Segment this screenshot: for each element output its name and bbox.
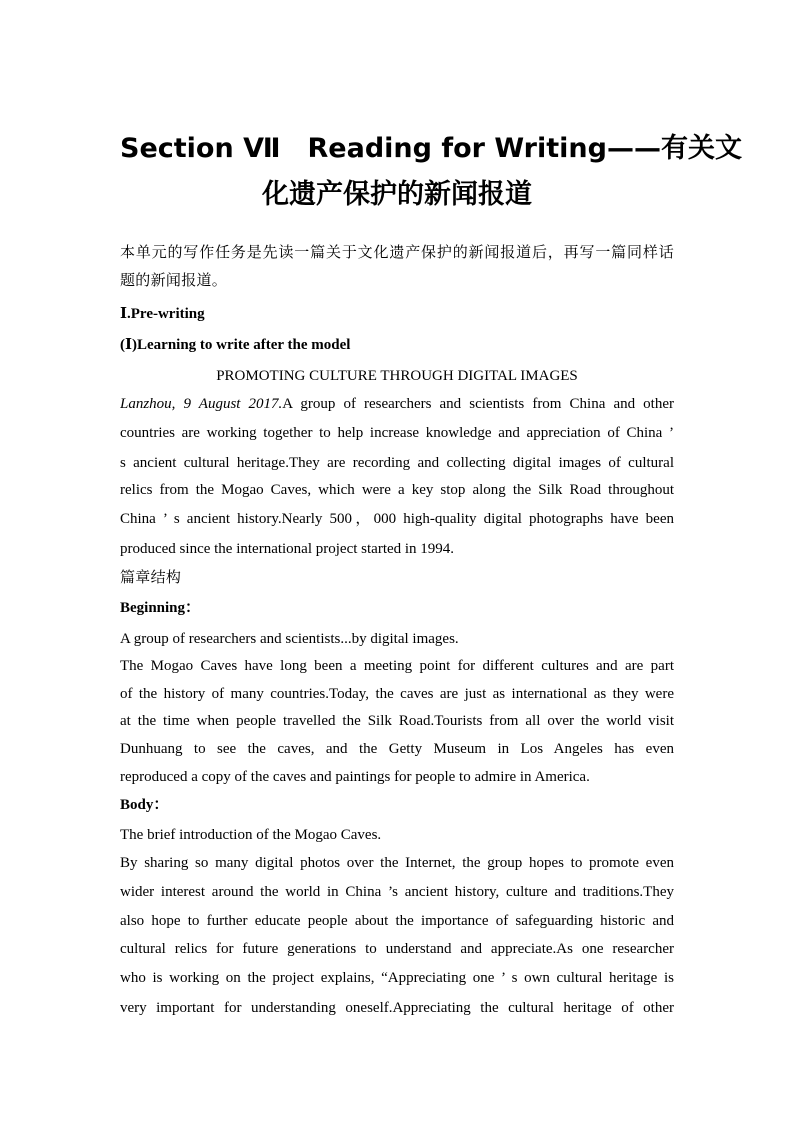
article-line-5: China ’ s ancient history.Nearly 500，000 high-quality digital photographs have been	[120, 511, 674, 527]
beginning-label: Beginning：	[120, 600, 201, 616]
body-line-6: who is working on the project explains, “Appreciating one ’ s own cultural heritage is	[120, 970, 674, 986]
beginning-line-4: at the time when people travelled the Silk Road.Tourists from all over the world visit	[120, 713, 674, 729]
subsection-heading: (Ⅰ)Learning to write after the model	[120, 337, 351, 353]
beginning-line-3: of the history of many countries.Today, the caves are just as international as they were	[120, 686, 674, 702]
body-line-1: The brief introduction of the Mogao Caves.	[120, 827, 382, 843]
section-heading: Ⅰ.Pre-writing	[120, 306, 205, 322]
body-line-7: very important for understanding oneself.Appreciating the cultural heritage of other	[120, 1000, 674, 1016]
article-line-1	[120, 395, 674, 413]
article-line-3: s ancient cultural heritage.They are recording and collecting digital images of cultural	[120, 455, 674, 471]
body-line-2: By sharing so many digital photos over the Internet, the group hopes to promote even	[120, 855, 674, 871]
article-dateline: Lanzhou, 9 August 2017.	[120, 396, 283, 412]
article-headline: PROMOTING CULTURE THROUGH DIGITAL IMAGES	[216, 368, 578, 384]
page-title-line-1: Section Ⅶ Reading for Writing——有关文	[120, 133, 742, 164]
body-line-4: also hope to further educate people about the importance of safeguarding historic and	[120, 913, 674, 929]
body-line-5: cultural relics for future generations to understand and appreciate.As one researcher	[120, 941, 674, 957]
body-line-3: wider interest around the world in China ’s ancient history, culture and traditions.They	[120, 884, 674, 900]
article-line-4: relics from the Mogao Caves, which were a key stop along the Silk Road throughout	[120, 482, 674, 498]
intro-line-1: 本单元的写作任务是先读一篇关于文化遗产保护的新闻报道后，再写一篇同样话	[120, 243, 674, 261]
body-label: Body：	[120, 797, 169, 813]
beginning-line-5: Dunhuang to see the caves, and the Getty Museum in Los Angeles has even	[120, 741, 674, 757]
beginning-line-6: reproduced a copy of the caves and paintings for people to admire in America.	[120, 769, 590, 785]
article-line-6: produced since the international project started in 1994.	[120, 541, 455, 557]
beginning-line-1: A group of researchers and scientists...by digital images.	[120, 631, 459, 647]
article-line-2: countries are working together to help increase knowledge and appreciation of China ’	[120, 425, 674, 441]
page-title-line-2: 化遗产保护的新闻报道	[262, 179, 532, 210]
intro-line-2: 题的新闻报道。	[120, 271, 228, 289]
beginning-line-2: The Mogao Caves have long been a meeting point for different cultures and are part	[120, 658, 674, 674]
article-line-1-text: A group of researchers and scientists from China and other	[282, 396, 674, 412]
structure-label: 篇章结构	[120, 568, 182, 586]
